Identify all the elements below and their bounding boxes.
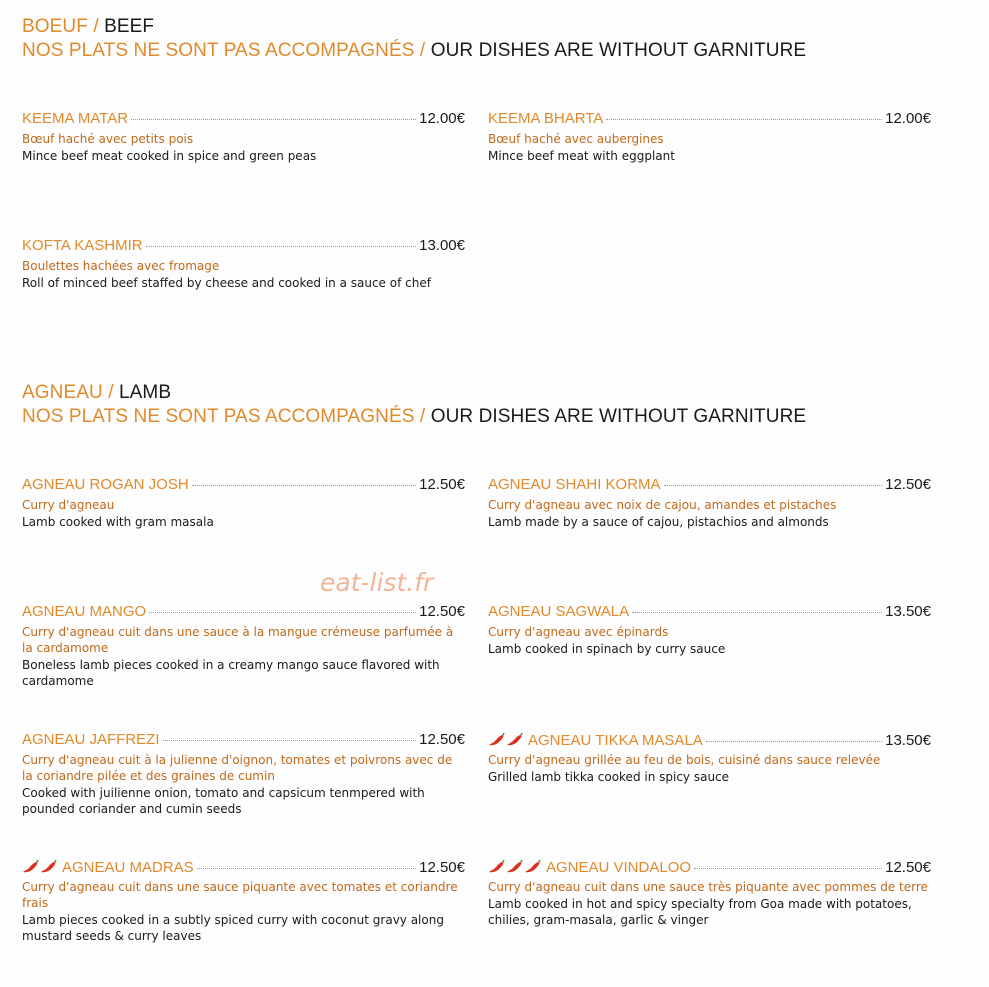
red-chili-icon [488, 860, 505, 874]
item-name: KEEMA MATAR [22, 110, 129, 127]
section-subtitle-en: OUR DISHES ARE WITHOUT GARNITURE [430, 406, 807, 427]
menu-item-agneau-tikka-masala [488, 731, 931, 785]
red-chili-icon [506, 860, 523, 874]
menu-item-agneau-jaffrezi [22, 731, 465, 817]
item-desc-en: Roll of minced beef staffed by cheese and cooked in a sauce of chef [22, 276, 431, 290]
section-title-en: LAMB [118, 382, 172, 403]
watermark: eat-list.fr [320, 568, 434, 597]
dot-leader [163, 740, 417, 741]
menu-item-agneau-mango [22, 603, 465, 689]
item-price: 13.00€ [419, 237, 465, 254]
section-subtitle-fr: NOS PLATS NE SONT PAS ACCOMPAGNÉS / [22, 406, 431, 427]
dot-leader [197, 868, 416, 869]
item-name: KOFTA KASHMIR [22, 237, 143, 254]
item-desc-fr: Bœuf haché avec aubergines [488, 132, 664, 146]
item-desc-fr: Bœuf haché avec petits pois [22, 132, 194, 146]
menu-item-keema-matar [22, 110, 465, 164]
item-price: 12.50€ [885, 476, 931, 493]
chili-icons [488, 860, 542, 874]
item-price: 12.50€ [419, 731, 465, 748]
item-desc-fr: Curry d'agneau cuit à la julienne d'oignon, tomates et poivrons avec de la coriandre pilée et des graines de cumin [22, 753, 453, 783]
dot-leader [632, 612, 882, 613]
item-desc-fr: Curry d'agneau cuit dans une sauce piquante avec tomates et coriandre frais [22, 880, 458, 910]
item-name: AGNEAU JAFFREZI [22, 731, 160, 748]
item-desc-en: Boneless lamb pieces cooked in a creamy mango sauce flavored with cardamome [22, 658, 440, 688]
item-desc-fr: Curry d'agneau cuit dans une sauce très piquante avec pommes de terre [488, 880, 928, 894]
red-chili-icon [488, 733, 505, 747]
item-desc-en: Grilled lamb tikka cooked in spicy sauce [488, 770, 730, 784]
red-chili-icon [524, 860, 541, 874]
dot-leader [131, 119, 416, 120]
item-desc-en: Cooked with juilienne onion, tomato and capsicum tenmpered with pounded coriander and cumin seeds [22, 786, 425, 816]
item-price: 12.50€ [885, 859, 931, 876]
item-name: KEEMA BHARTA [488, 110, 604, 127]
menu-item-agneau-vindaloo [488, 858, 931, 928]
section-subtitle-lamb [22, 405, 806, 429]
dot-leader [192, 485, 416, 486]
section-title-fr: BOEUF / [22, 16, 105, 37]
section-title-beef [22, 15, 154, 39]
item-desc-fr: Curry d'agneau cuit dans une sauce à la mangue crémeuse parfumée à la cardamome [22, 625, 454, 655]
dot-leader [606, 119, 882, 120]
item-desc-en: Mince beef meat with eggplant [488, 149, 675, 163]
red-chili-icon [506, 733, 523, 747]
item-name: AGNEAU MANGO [22, 603, 147, 620]
item-desc-fr: Boulettes hachées avec fromage [22, 259, 220, 273]
dot-leader [149, 612, 416, 613]
item-desc-fr: Curry d'agneau avec épinards [488, 625, 669, 639]
item-desc-en: Lamb cooked in hot and spicy specialty from Goa made with potatoes, chilies, gram-masala, garlic & vinger [488, 897, 912, 927]
item-price: 12.50€ [419, 476, 465, 493]
menu-item-keema-bharta [488, 110, 931, 164]
section-title-en: BEEF [104, 16, 155, 37]
item-name: AGNEAU SAGWALA [488, 603, 630, 620]
dot-leader [706, 741, 882, 742]
item-desc-en: Lamb pieces cooked in a subtly spiced curry with coconut gravy along mustard seeds & curry leaves [22, 913, 444, 943]
chili-icons [22, 860, 58, 874]
red-chili-icon [22, 860, 39, 874]
chili-icons [488, 733, 524, 747]
red-chili-icon [40, 860, 57, 874]
item-name: AGNEAU ROGAN JOSH [22, 476, 189, 493]
menu-item-kofta-kashmir [22, 237, 465, 291]
item-name: AGNEAU SHAHI KORMA [488, 476, 661, 493]
item-price: 13.50€ [885, 603, 931, 620]
dot-leader [694, 868, 882, 869]
item-name: AGNEAU VINDALOO [546, 859, 692, 876]
item-price: 13.50€ [885, 732, 931, 749]
item-price: 12.00€ [419, 110, 465, 127]
item-desc-fr: Curry d'agneau [22, 498, 115, 512]
item-desc-fr: Curry d'agneau grillée au feu de bois, cuisiné dans sauce relevée [488, 753, 881, 767]
section-title-lamb [22, 381, 171, 405]
menu-item-agneau-madras [22, 858, 465, 944]
item-price: 12.50€ [419, 603, 465, 620]
item-price: 12.50€ [419, 859, 465, 876]
item-name: AGNEAU TIKKA MASALA [528, 732, 703, 749]
menu-item-agneau-shahi-korma [488, 476, 931, 530]
item-desc-en: Lamb cooked in spinach by curry sauce [488, 642, 726, 656]
dot-leader [664, 485, 883, 486]
section-title-fr: AGNEAU / [22, 382, 119, 403]
item-desc-en: Lamb cooked with gram masala [22, 515, 214, 529]
item-name: AGNEAU MADRAS [62, 859, 194, 876]
dot-leader [146, 246, 417, 247]
section-subtitle-fr: NOS PLATS NE SONT PAS ACCOMPAGNÉS / [22, 40, 431, 61]
item-desc-en: Lamb made by a sauce of cajou, pistachios and almonds [488, 515, 829, 529]
item-desc-en: Mince beef meat cooked in spice and green peas [22, 149, 317, 163]
item-price: 12.00€ [885, 110, 931, 127]
menu-item-agneau-rogan-josh [22, 476, 465, 530]
section-subtitle-beef [22, 39, 806, 63]
section-subtitle-en: OUR DISHES ARE WITHOUT GARNITURE [430, 40, 807, 61]
menu-item-agneau-sagwala [488, 603, 931, 657]
item-desc-fr: Curry d'agneau avec noix de cajou, amandes et pistaches [488, 498, 837, 512]
